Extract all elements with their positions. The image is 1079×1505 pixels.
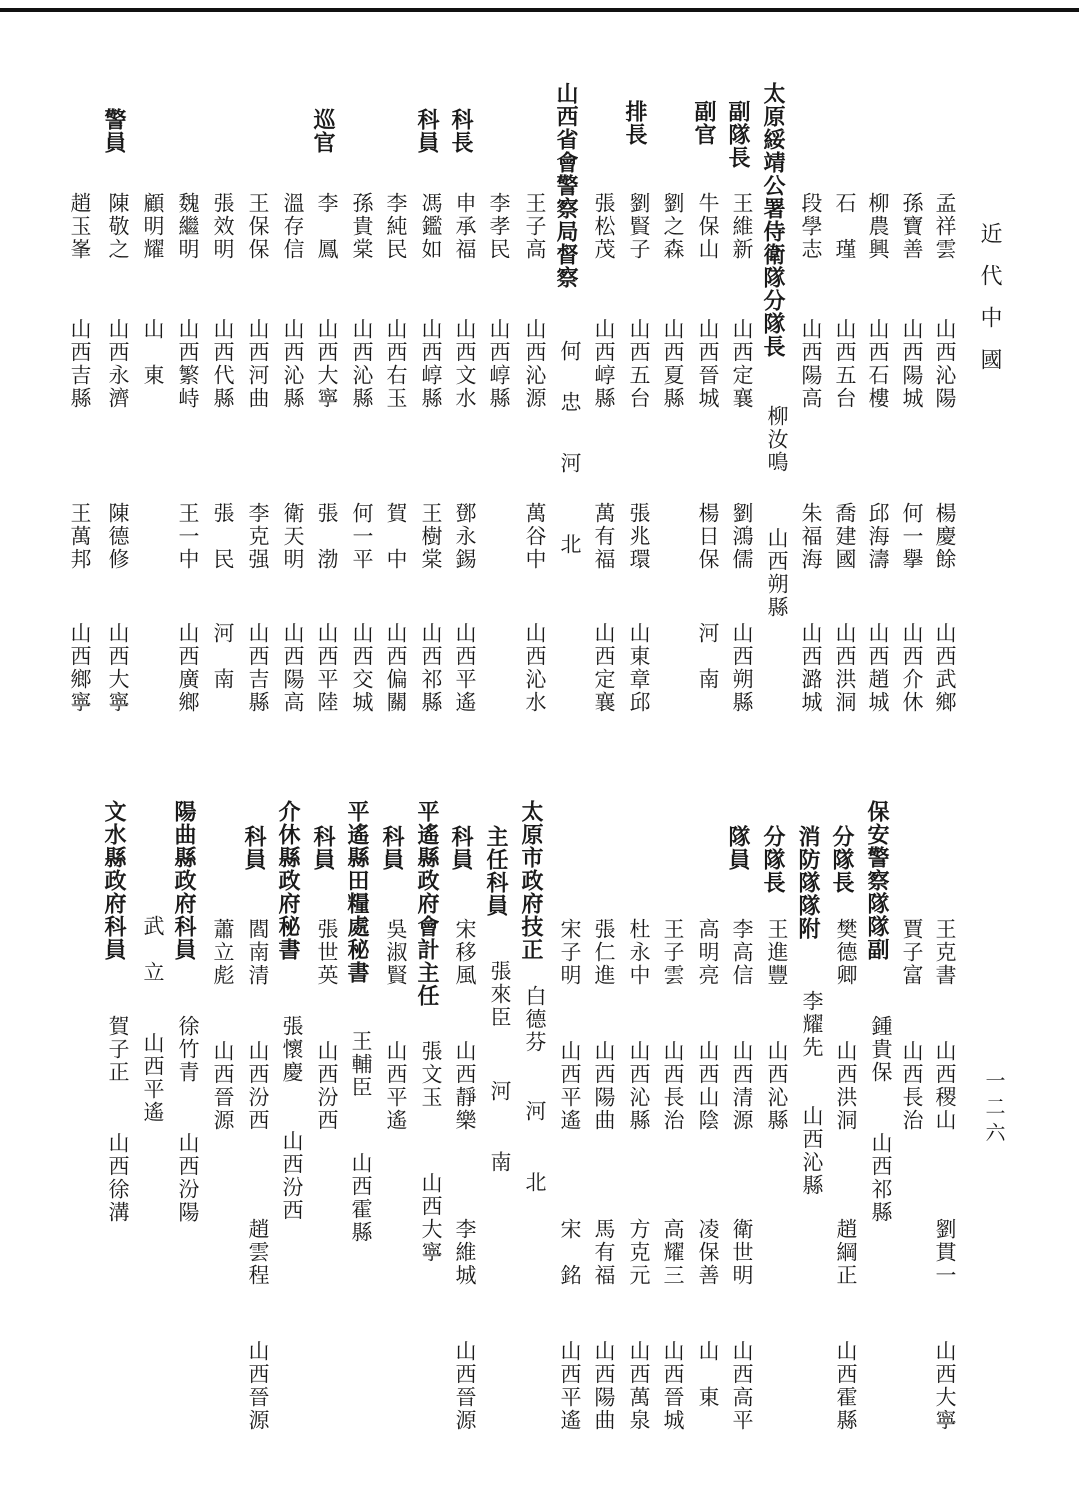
entry-place: 河 南 [211, 622, 235, 691]
entry-place: 山西交城 [350, 622, 374, 714]
entry-place: 山西右玉 [384, 318, 408, 410]
entry-name: 李維城 [453, 1218, 477, 1287]
entry-place: 山 東 [141, 318, 165, 387]
entry-name: 王一中 [176, 502, 200, 571]
entry-place: 山西河曲 [246, 318, 270, 410]
entry-name: 李純民 [384, 192, 408, 261]
entry-name: 李耀先 [800, 990, 824, 1059]
entry-place: 山西沁縣 [627, 1040, 651, 1132]
entry-name: 何一平 [350, 502, 374, 571]
entry-place: 山西汾西 [315, 1040, 339, 1132]
entry-name: 張 渤 [315, 502, 339, 571]
entry-name: 杜永中 [627, 918, 651, 987]
entry-place: 山西平遙 [453, 622, 477, 714]
entry-place: 山西祁縣 [419, 622, 443, 714]
entry-place: 山西徐溝 [106, 1132, 130, 1224]
entry-place: 山西高平 [730, 1340, 754, 1432]
entry-name: 馬有福 [592, 1218, 616, 1287]
entry-name: 孫貴棠 [350, 192, 374, 261]
section-heading: 隊員 [725, 825, 751, 871]
entry-name: 衛世明 [730, 1218, 754, 1287]
section-heading: 太原綏靖公署侍衛隊分隊長 [760, 82, 786, 358]
entry-place: 山西介休 [900, 622, 924, 714]
entry-name: 喬建國 [833, 502, 857, 571]
section-heading: 介休縣政府秘書 [275, 800, 301, 961]
entry-name: 李孝民 [487, 192, 511, 261]
entry-name: 白德芬 [523, 985, 547, 1054]
entry-name: 李克强 [246, 502, 270, 571]
entry-place: 山西沁縣 [350, 318, 374, 410]
entry-name: 王子高 [523, 192, 547, 261]
section-heading: 科員 [241, 825, 267, 871]
entry-name: 樊德卿 [834, 918, 858, 987]
entry-place: 山西平遙 [141, 1032, 165, 1124]
entry-place: 山西沁縣 [281, 318, 305, 410]
entry-place: 河北 [558, 452, 582, 614]
entry-name: 李高信 [730, 918, 754, 987]
entry-name: 孫寶善 [900, 192, 924, 261]
entry-name: 楊日保 [696, 502, 720, 571]
entry-place: 山西夏縣 [661, 318, 685, 410]
entry-name: 宋子明 [558, 918, 582, 987]
entry-place: 山西崞縣 [487, 318, 511, 410]
page-number: 一二六 [982, 1070, 1006, 1148]
entry-place: 山西陽高 [281, 622, 305, 714]
entry-name: 高耀三 [661, 1218, 685, 1287]
entry-place: 山西陽高 [799, 318, 823, 410]
entry-name: 劉賢子 [627, 192, 651, 261]
entry-name: 鍾貴保 [869, 1015, 893, 1084]
entry-place: 山西稷山 [933, 1040, 957, 1132]
entry-place: 山西代縣 [211, 318, 235, 410]
entry-place: 山西長治 [661, 1040, 685, 1132]
entry-name: 魏繼明 [176, 192, 200, 261]
entry-place: 山西洪洞 [833, 622, 857, 714]
entry-place: 山西平陸 [315, 622, 339, 714]
section-heading: 太原市政府技正 [518, 800, 544, 961]
entry-place: 山 東 [696, 1340, 720, 1409]
entry-place: 山西大寧 [315, 318, 339, 410]
entry-name: 陳德修 [106, 502, 130, 571]
entry-place: 山西平遙 [384, 1040, 408, 1132]
entry-place: 河南 [488, 1080, 512, 1222]
entry-name: 萬有福 [592, 502, 616, 571]
entry-name: 鄧永錫 [453, 502, 477, 571]
section-heading: 警員 [101, 108, 127, 154]
entry-name: 張兆環 [627, 502, 651, 571]
entry-name: 方克元 [627, 1218, 651, 1287]
entry-name: 萬谷中 [523, 502, 547, 571]
entry-name: 楊慶餘 [933, 502, 957, 571]
section-heading: 科長 [448, 108, 474, 154]
section-heading: 消防隊隊附 [795, 825, 821, 940]
entry-place: 山西汾西 [246, 1040, 270, 1132]
entry-place: 山西廣鄉 [176, 622, 200, 714]
entry-place: 山西大寧 [106, 622, 130, 714]
entry-place: 山西五台 [627, 318, 651, 410]
section-heading: 文水縣政府科員 [101, 800, 127, 961]
entry-name: 趙綱正 [834, 1218, 858, 1287]
section-heading: 主任科員 [483, 825, 509, 917]
entry-name: 賀子正 [106, 1015, 130, 1084]
entry-place: 山西崞縣 [592, 318, 616, 410]
entry-name: 王子雲 [661, 918, 685, 987]
entry-place: 山西陽曲 [592, 1040, 616, 1132]
entry-place: 山西萬泉 [627, 1340, 651, 1432]
entry-place: 山西長治 [900, 1040, 924, 1132]
entry-place: 山西祁縣 [869, 1132, 893, 1224]
section-heading: 巡官 [310, 108, 336, 154]
entry-name: 蕭立彪 [211, 918, 235, 987]
entry-place: 河北 [523, 1100, 547, 1242]
entry-name: 張松茂 [592, 192, 616, 261]
entry-place: 山西朔縣 [765, 527, 789, 619]
entry-place: 山西大寧 [933, 1340, 957, 1432]
entry-place: 山西繁峙 [176, 318, 200, 410]
entry-name: 溫存信 [281, 192, 305, 261]
entry-place: 山西文水 [453, 318, 477, 410]
entry-place: 山西晉源 [246, 1340, 270, 1432]
entry-name: 衛天明 [281, 502, 305, 571]
section-heading: 科員 [448, 825, 474, 871]
entry-name: 劉貫一 [933, 1218, 957, 1287]
entry-name: 陳敬之 [106, 192, 130, 261]
entry-name: 閻南清 [246, 918, 270, 987]
entry-name: 邱海濤 [866, 502, 890, 571]
entry-place: 山西鄉寧 [68, 622, 92, 714]
entry-place: 山西趙城 [866, 622, 890, 714]
entry-place: 山西晉城 [696, 318, 720, 410]
top-rule [0, 8, 1079, 12]
entry-name: 張懷慶 [280, 1015, 304, 1084]
entry-place: 山西偏關 [384, 622, 408, 714]
entry-place: 山西吉縣 [246, 622, 270, 714]
entry-place: 山西陽曲 [592, 1340, 616, 1432]
section-heading: 山西省會警察局督察 [553, 82, 579, 289]
entry-place: 山西沁源 [523, 318, 547, 410]
section-heading: 陽曲縣政府科員 [171, 800, 197, 961]
entry-name: 王萬邦 [68, 502, 92, 571]
section-heading: 分隊長 [760, 825, 786, 894]
entry-place: 山西平遙 [558, 1340, 582, 1432]
entry-place: 山西沁縣 [765, 1040, 789, 1132]
entry-name: 趙雲程 [246, 1218, 270, 1287]
entry-name: 張效明 [211, 192, 235, 261]
entry-name: 何一擧 [900, 502, 924, 571]
entry-name: 宋 銘 [558, 1218, 582, 1287]
entry-place: 山西石樓 [866, 318, 890, 410]
entry-place: 山西沁陽 [933, 318, 957, 410]
entry-place: 山西沁水 [523, 622, 547, 714]
section-heading: 保安警察隊隊副 [864, 800, 890, 961]
entry-name: 張來臣 [488, 960, 512, 1029]
entry-name: 凌保善 [696, 1218, 720, 1287]
entry-place: 山西平遙 [558, 1040, 582, 1132]
entry-place: 山西朔縣 [730, 622, 754, 714]
entry-place: 山西吉縣 [68, 318, 92, 410]
entry-place: 山西靜樂 [453, 1040, 477, 1132]
entry-place: 山西清源 [730, 1040, 754, 1132]
entry-place: 山西陽城 [900, 318, 924, 410]
entry-name: 王克書 [933, 918, 957, 987]
entry-place: 山西永濟 [106, 318, 130, 410]
entry-place: 山西汾陽 [176, 1132, 200, 1224]
section-heading: 副隊長 [725, 100, 751, 169]
entry-name: 趙玉峯 [68, 192, 92, 261]
entry-name: 武 立 [141, 915, 165, 984]
entry-name: 申承福 [453, 192, 477, 261]
entry-name: 馮鑑如 [419, 192, 443, 261]
section-heading: 平遙縣田糧處秘書 [344, 800, 370, 984]
section-heading: 科員 [414, 108, 440, 154]
entry-place: 河 南 [696, 622, 720, 691]
entry-name: 牛保山 [696, 192, 720, 261]
entry-place: 山西晉源 [211, 1040, 235, 1132]
entry-name: 柳汝鳴 [765, 405, 789, 474]
section-heading: 副官 [691, 100, 717, 146]
section-heading: 科員 [310, 825, 336, 871]
section-heading: 排長 [622, 100, 648, 146]
entry-name: 何忠 [558, 340, 582, 442]
entry-place: 山西霍縣 [834, 1340, 858, 1432]
entry-name: 吳淑賢 [384, 918, 408, 987]
entry-place: 山西山陰 [696, 1040, 720, 1132]
entry-name: 王輔臣 [349, 1030, 373, 1099]
entry-place: 山西晉城 [661, 1340, 685, 1432]
entry-name: 賀 中 [384, 502, 408, 571]
entry-name: 柳農興 [866, 192, 890, 261]
entry-name: 張仁進 [592, 918, 616, 987]
entry-name: 劉鴻儒 [730, 502, 754, 571]
entry-name: 王進豐 [765, 918, 789, 987]
entry-name: 張 民 [211, 502, 235, 571]
entry-place: 山東章邱 [627, 622, 651, 714]
entry-name: 王保保 [246, 192, 270, 261]
entry-place: 山西汾西 [280, 1130, 304, 1222]
page-title: 近代中國 [977, 222, 1002, 390]
entry-place: 山西霍縣 [349, 1152, 373, 1244]
entry-place: 山西五台 [833, 318, 857, 410]
entry-name: 石 瑾 [833, 192, 857, 261]
section-heading: 平遙縣政府會計主任 [414, 800, 440, 1007]
entry-name: 段學志 [799, 192, 823, 261]
section-heading: 科員 [379, 825, 405, 871]
entry-place: 山西潞城 [799, 622, 823, 714]
entry-name: 王維新 [730, 192, 754, 261]
entry-name: 賈子富 [900, 918, 924, 987]
entry-name: 高明亮 [696, 918, 720, 987]
section-heading: 分隊長 [829, 825, 855, 894]
entry-name: 孟祥雲 [933, 192, 957, 261]
entry-place: 山西晉源 [453, 1340, 477, 1432]
entry-name: 劉之森 [661, 192, 685, 261]
entry-place: 山西崞縣 [419, 318, 443, 410]
entry-name: 徐竹青 [176, 1015, 200, 1084]
entry-name: 朱福海 [799, 502, 823, 571]
entry-place: 山西沁縣 [800, 1105, 824, 1197]
entry-name: 王樹棠 [419, 502, 443, 571]
entry-place: 山西定襄 [730, 318, 754, 410]
entry-place: 山西定襄 [592, 622, 616, 714]
entry-name: 顧明耀 [141, 192, 165, 261]
entry-name: 張世英 [315, 918, 339, 987]
entry-place: 山西大寧 [419, 1172, 443, 1264]
entry-name: 宋移風 [453, 918, 477, 987]
entry-name: 李 鳳 [315, 192, 339, 261]
entry-place: 山西洪洞 [834, 1040, 858, 1132]
entry-name: 張文玉 [419, 1040, 443, 1109]
entry-place: 山西武鄉 [933, 622, 957, 714]
